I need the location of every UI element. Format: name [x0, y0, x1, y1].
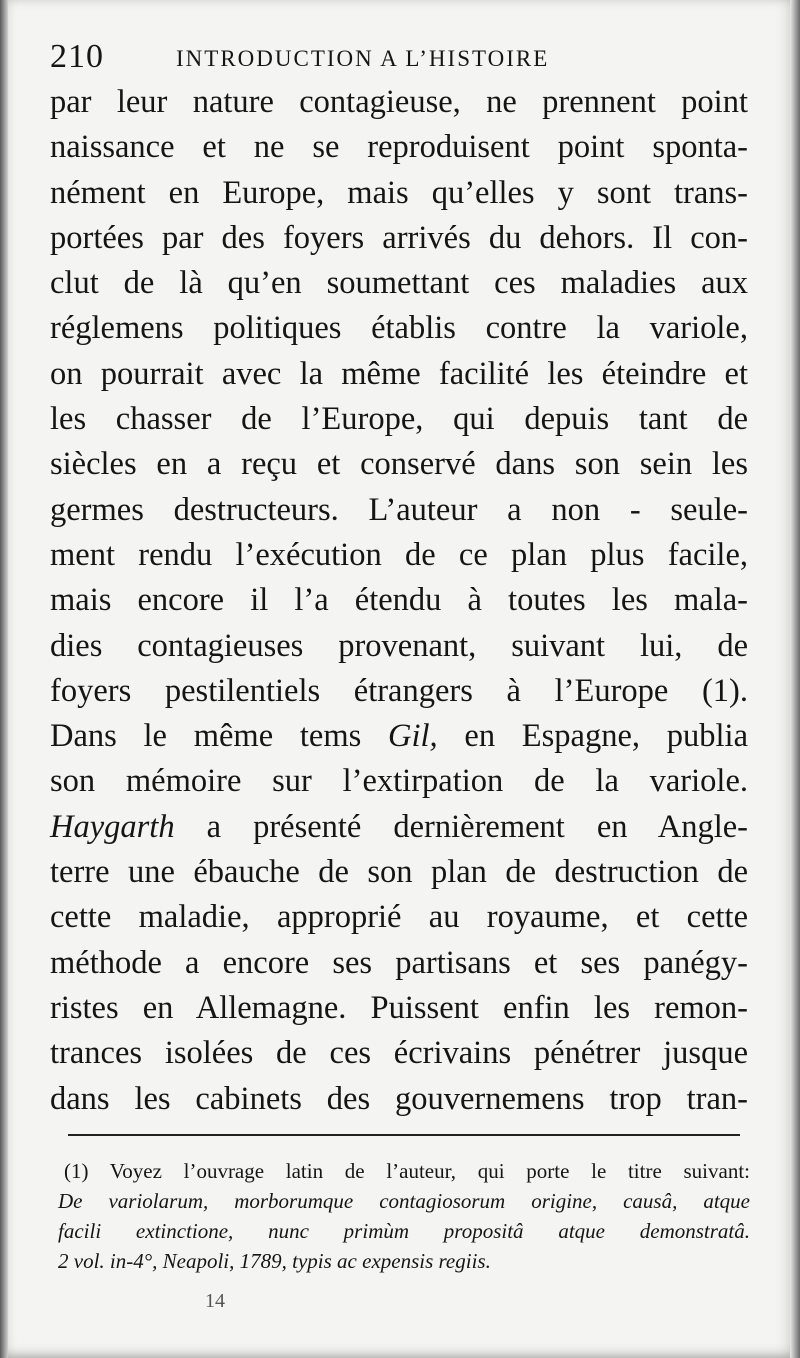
footnote-line	[58, 1246, 750, 1276]
page-edge-left	[0, 0, 8, 1358]
text-line: on pourrait avec la même facilité les éteindre et	[50, 355, 748, 392]
footnote-line: (1) Voyez l’ouvrage latin de l’auteur, qui porte le titre suivant:	[64, 1159, 750, 1183]
text-line: son mémoire sur l’extirpation de la variole.	[50, 763, 748, 800]
signature-mark: 14	[205, 1290, 225, 1312]
text-line	[50, 714, 748, 759]
text-line: nément en Europe, mais qu’elles y sont trans-	[50, 174, 748, 211]
text-run: en Espagne, publia	[437, 718, 749, 755]
text-line: par leur nature contagieuse, ne prennent point	[50, 84, 748, 120]
text-line: portées par des foyers arrivés du dehors. Il con-	[50, 219, 748, 256]
footnote-line: De variolarum, morborumque contagiosorum origine, causâ, atque	[58, 1189, 750, 1213]
text-run: Dans le même tems	[50, 718, 388, 755]
text-line: méthode a encore ses partisans et ses panégy-	[50, 944, 748, 981]
text-line: naissance et ne se reproduisent point sponta-	[50, 129, 748, 166]
text-line: mais encore il l’a étendu à toutes les mala-	[50, 582, 748, 619]
page-header	[50, 38, 750, 82]
text-line: germes destructeurs. L’auteur a non - seule-	[50, 491, 748, 528]
text-line: les chasser de l’Europe, qui depuis tant de	[50, 401, 748, 438]
footnote-run: typis ac expensis regiis.	[292, 1249, 491, 1273]
footnote	[58, 1156, 750, 1276]
running-head: INTRODUCTION A L’HISTOIRE	[176, 46, 550, 71]
text-line: dans les cabinets des gouvernemens trop tran-	[50, 1080, 748, 1117]
text-line: trances isolées de ces écrivains pénétrer jusque	[50, 1035, 748, 1072]
text-line: terre une ébauche de son plan de destruction de	[50, 854, 748, 891]
page-number: 210	[50, 38, 104, 75]
text-line	[50, 805, 748, 850]
body-text	[50, 80, 748, 1122]
text-line: ristes en Allemagne. Puissent enfin les remon-	[50, 989, 748, 1026]
footnote-line: facili extinctione, nunc primùm propositâ atque demonstratâ.	[58, 1219, 750, 1243]
text-run: a présenté dernièrement en Angle-	[174, 808, 748, 845]
text-line: ment rendu l’exécution de ce plan plus facile,	[50, 536, 748, 573]
footnote-run: , Neapoli, 1789,	[152, 1249, 293, 1273]
text-line: siècles en a reçu et conservé dans son sein les	[50, 446, 748, 483]
page-edge-right	[790, 0, 800, 1358]
text-line: foyers pestilentiels étrangers à l’Europe (1).	[50, 672, 748, 709]
text-line: réglemens politiques établis contre la variole,	[50, 310, 748, 347]
italic-name-gil: Gil,	[388, 718, 438, 755]
text-line: cette maladie, approprié au royaume, et cette	[50, 899, 748, 936]
text-line: dies contagieuses provenant, suivant lui, de	[50, 627, 748, 664]
footnote-rule	[68, 1134, 740, 1136]
text-line: clut de là qu’en soumettant ces maladies aux	[50, 265, 748, 302]
italic-name-haygarth: Haygarth	[50, 808, 175, 845]
footnote-run: 2 vol. in-4°	[58, 1249, 153, 1273]
